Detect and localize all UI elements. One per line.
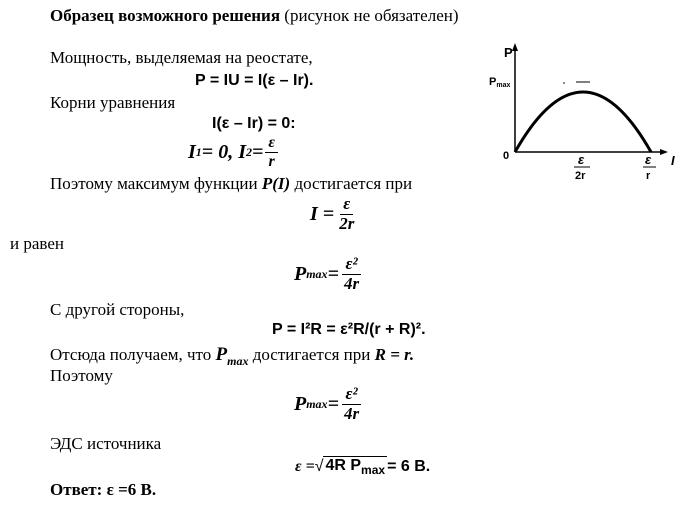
pmax-label-sub: max xyxy=(496,82,511,89)
pmax-equation-2 xyxy=(294,385,364,423)
power-equation: P = IU = I(ε – Ir). xyxy=(195,72,314,89)
imax-fraction xyxy=(336,195,357,233)
max-text-2: достигается при xyxy=(294,174,413,193)
title-bold: Образец возможного решения xyxy=(50,6,281,25)
roots-sub1: 1 xyxy=(195,144,202,159)
emf-text: ЭДС источника xyxy=(50,434,162,453)
roots-mid: = 0, I xyxy=(201,140,246,163)
tick1-den: 2r xyxy=(575,170,586,182)
power-curve-graph xyxy=(488,40,680,190)
pmax2-fraction xyxy=(341,385,362,423)
pmax1-eq: = xyxy=(327,262,339,285)
roots-den: r xyxy=(268,152,275,170)
other-side-equation: P = I²R = ε²R/(r + R)². xyxy=(272,321,426,338)
hence-p: P xyxy=(215,344,228,365)
emf-root-text: 4R P xyxy=(325,457,362,474)
roots-solutions xyxy=(188,134,280,170)
max-text-fn: P(I) xyxy=(261,174,291,193)
hence-cond: R = r. xyxy=(374,345,415,364)
therefore-text: Поэтому xyxy=(50,366,113,385)
imax-num: ε xyxy=(340,195,353,215)
emf-root xyxy=(323,456,387,477)
x-axis-arrow-icon xyxy=(660,149,668,155)
imax-den: 2r xyxy=(339,213,355,233)
roots-i1: I xyxy=(188,140,196,163)
roots-num: ε xyxy=(265,134,278,153)
sqrt-icon: √ xyxy=(314,457,324,475)
tick2-num: ε xyxy=(645,152,652,167)
pmax1-sub: max xyxy=(306,266,328,281)
other-side-text: С другой стороны, xyxy=(50,300,185,319)
pmax2-sub: max xyxy=(306,396,328,411)
hence-2: достигается при xyxy=(252,345,371,364)
emf-lhs: ε = xyxy=(295,457,315,475)
pmax1-p: P xyxy=(294,262,307,285)
pmax1-num: ε² xyxy=(342,255,360,275)
pmax1-den: 4r xyxy=(343,273,360,293)
pmax-label-p: P xyxy=(489,76,497,88)
max-text xyxy=(50,174,412,194)
emf-root-sub: max xyxy=(361,463,386,478)
parabola-curve xyxy=(515,92,651,152)
roots-equation: I(ε – Ir) = 0: xyxy=(212,115,296,132)
origin-label: 0 xyxy=(503,150,510,162)
y-axis-arrow-icon xyxy=(512,43,518,51)
imax-equation xyxy=(310,195,359,233)
hence-sub: max xyxy=(227,353,249,368)
tick2-den: r xyxy=(646,170,651,182)
pmax2-den: 4r xyxy=(343,403,360,423)
pmax-label xyxy=(489,76,510,89)
equal-text: и равен xyxy=(10,234,64,253)
imax-lhs: I = xyxy=(310,202,335,225)
roots-fraction xyxy=(265,134,278,170)
roots-text: Корни уравнения xyxy=(50,93,176,112)
emf-rhs: = 6 В. xyxy=(387,457,431,475)
pmax2-p: P xyxy=(294,392,307,415)
x-axis-label: I xyxy=(671,153,675,168)
answer xyxy=(50,480,156,500)
hence-1: Отсюда получаем, что xyxy=(50,345,212,364)
answer-value: ε =6 В. xyxy=(106,480,157,499)
page-title xyxy=(50,6,459,26)
emf-equation xyxy=(295,456,430,477)
roots-eq-sign: = xyxy=(251,140,264,163)
pmax2-eq: = xyxy=(327,392,339,415)
title-note: (рисунок не обязателен) xyxy=(284,6,459,25)
answer-label: Ответ: xyxy=(50,480,103,499)
pmax2-num: ε² xyxy=(342,385,360,405)
pmax1-fraction xyxy=(341,255,362,293)
pmax-equation-1 xyxy=(294,255,364,293)
tick1-num: ε xyxy=(578,152,585,167)
pmax-dot xyxy=(563,82,565,84)
y-axis-label: P xyxy=(504,45,513,60)
max-text-1: Поэтому максимум функции xyxy=(50,174,258,193)
roots-sub2: 2 xyxy=(245,144,252,159)
power-text: Мощность, выделяемая на реостате, xyxy=(50,48,313,67)
